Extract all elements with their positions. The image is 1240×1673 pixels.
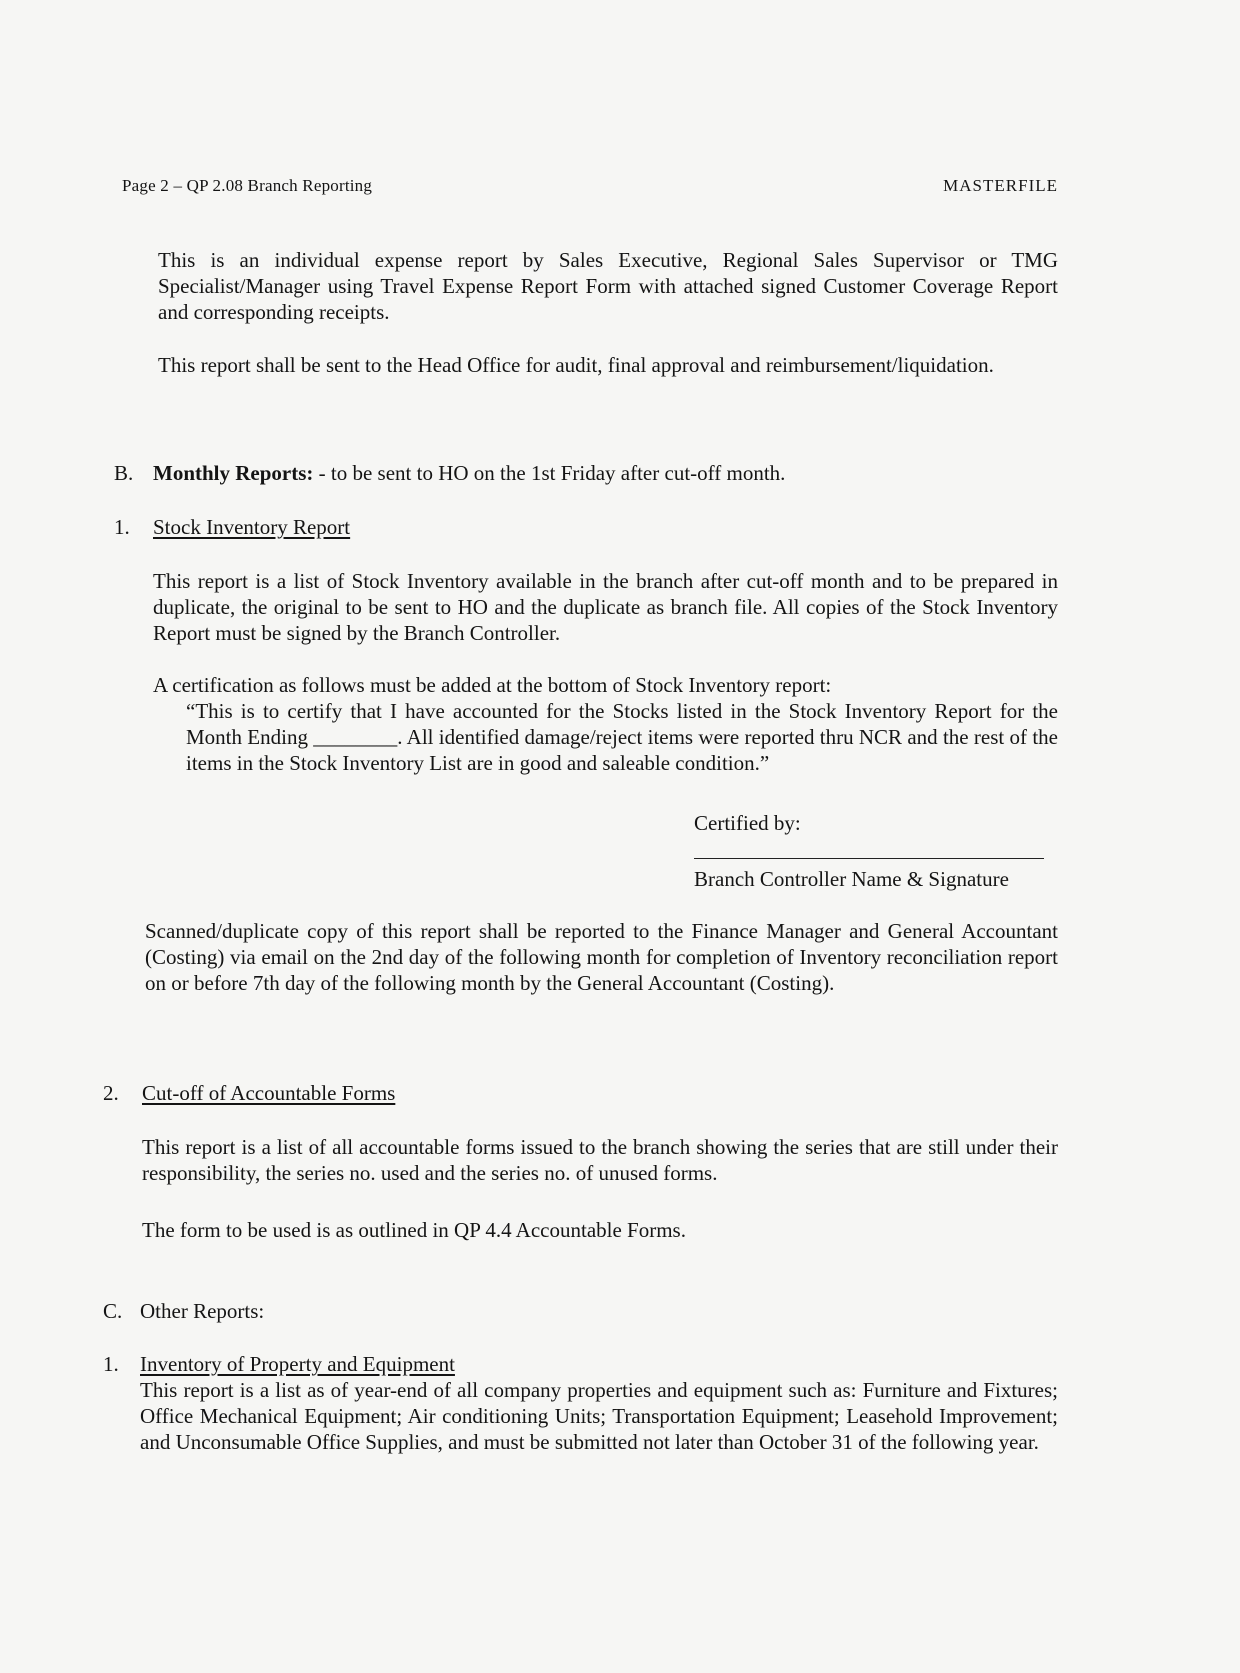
stock-inventory-paragraph: This report is a list of Stock Inventory available in the branch after cut-off month and to be prepared in duplicate, the original to be sent to HO and the duplicate as branch file. All copies of the Stock Inventory Report must be signed by the Branch Controller. [153, 569, 1058, 645]
section-b-title: Monthly Reports: [153, 461, 314, 485]
intro-paragraph-2: This report shall be sent to the Head Office for audit, final approval and reimbursement/liquidation. [158, 353, 994, 377]
section-b-item-1-number: 1. [114, 515, 130, 539]
section-b-item-2-number: 2. [103, 1081, 119, 1105]
scanned-copy-paragraph: Scanned/duplicate copy of this report shall be reported to the Finance Manager and General Accountant (Costing) via email on the 2nd day of the following month for completion of Inventory reconciliation report on or before 7th day of the following month by the General Accountant (Costing). [145, 919, 1058, 995]
property-equipment-paragraph: This report is a list as of year-end of all company properties and equipment such as: Furniture and Fixtures; Office Mechanical Equipment; Air conditioning Units; Transportation Equipment; Leasehold Improvement; and Unconsumable Office Supplies, and must be submitted not later than October 31 of the following year. [140, 1378, 1058, 1454]
section-c-letter: C. [103, 1299, 123, 1323]
section-c-item-1-title: Inventory of Property and Equipment [140, 1352, 455, 1376]
section-c-item-1-number: 1. [103, 1352, 119, 1376]
signature-label: Branch Controller Name & Signature [694, 867, 1009, 891]
section-b-item-1-title: Stock Inventory Report [153, 515, 351, 539]
accountable-forms-paragraph: This report is a list of all accountable forms issued to the branch showing the series that are still under their responsibility, the series no. used and the series no. of unused forms. [142, 1135, 1058, 1185]
signature-line [694, 858, 1044, 859]
section-b-note: - to be sent to HO on the 1st Friday after cut-off month. [318, 461, 786, 485]
page-header-right: MASTERFILE [943, 176, 1058, 195]
page-header-left: Page 2 – QP 2.08 Branch Reporting [122, 176, 373, 195]
certification-text: “This is to certify that I have accounted for the Stocks listed in the Stock Inventory Report for the Month Ending ________. All identified damage/reject items were reported thru NCR and the rest of the items in the Stock Inventory List are in good and saleable condition.” [186, 699, 1058, 775]
section-b-heading [153, 460, 785, 486]
section-b-item-2-title: Cut-off of Accountable Forms [142, 1081, 396, 1105]
certified-by-label: Certified by: [694, 811, 801, 835]
section-b-letter: B. [114, 461, 134, 485]
certification-intro: A certification as follows must be added at the bottom of Stock Inventory report: [153, 673, 832, 697]
accountable-forms-note: The form to be used is as outlined in QP 4.4 Accountable Forms. [142, 1218, 686, 1242]
intro-paragraph-1: This is an individual expense report by Sales Executive, Regional Sales Supervisor or TMG Specialist/Manager using Travel Expense Report Form with attached signed Customer Coverage Report and corresponding receipts. [158, 248, 1058, 324]
section-c-title: Other Reports: [140, 1299, 265, 1323]
